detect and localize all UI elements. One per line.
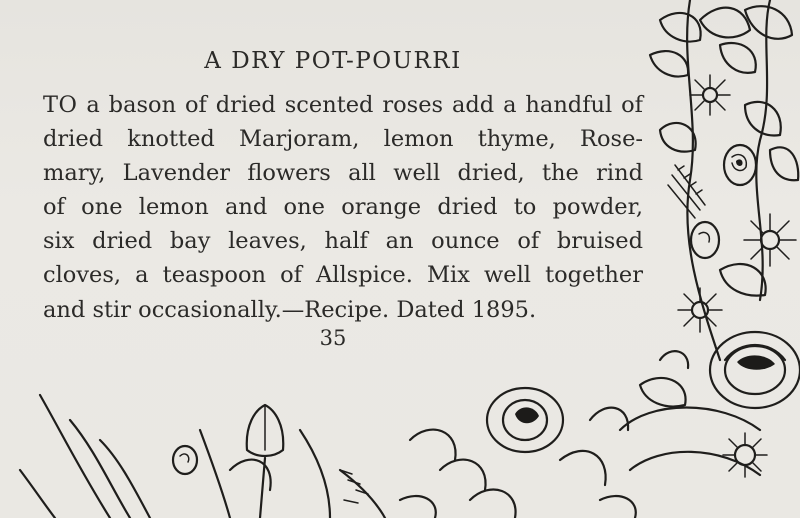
paragraph-line: of one lemon and one orange dried to powder, <box>43 194 643 221</box>
recipe-title: A DRY POT-POURRI <box>204 48 462 74</box>
paragraph-line: dried knotted Marjoram, lemon thyme, Rose- <box>43 126 643 153</box>
bottom-floral-vine <box>20 388 767 518</box>
paragraph-line: TO a bason of dried scented roses add a handful of <box>43 92 643 118</box>
paragraph-line: and stir occasionally.—Recipe. Dated 1895. <box>43 296 537 323</box>
paragraph-line: cloves, a teaspoon of Allspice. Mix well together <box>43 262 643 289</box>
page-number: 35 <box>319 326 347 350</box>
paragraph-line: mary, Lavender flowers all well dried, the rind <box>43 160 643 187</box>
right-floral-vine <box>640 0 800 408</box>
lead-in: TO <box>43 92 78 118</box>
paragraph-line: six dried bay leaves, half an ounce of bruised <box>43 228 643 255</box>
